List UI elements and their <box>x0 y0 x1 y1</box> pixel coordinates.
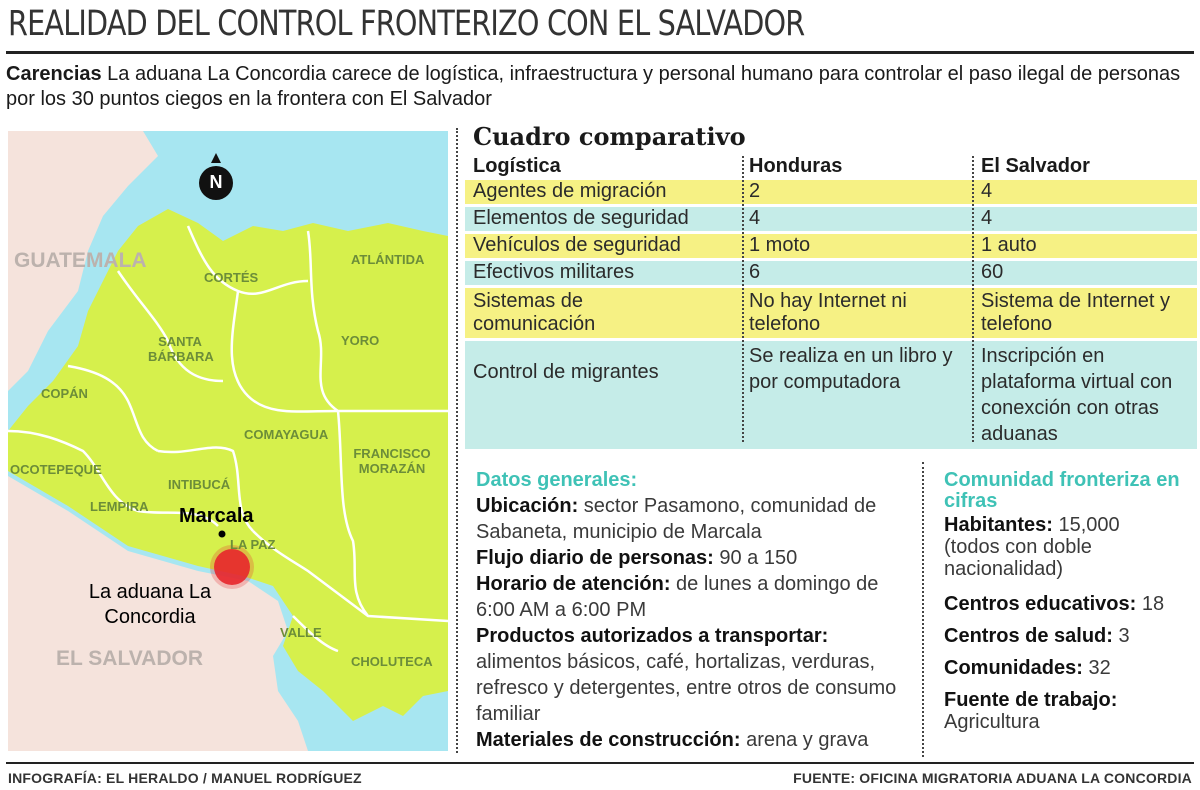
datos-title: Datos generales: <box>476 469 638 491</box>
footer-credit: INFOGRAFÍA: EL HERALDO / MANUEL RODRÍGUEZ <box>8 770 362 786</box>
materiales-label: Materiales de construcción: <box>476 729 741 751</box>
ubicacion-value: sector Pasamono, comunidad de Sabaneta, municipio de Marcala <box>476 495 877 543</box>
row-el-salvador: 1 auto <box>981 234 1037 256</box>
productos-label: Productos autorizados a transportar: <box>476 625 829 647</box>
datos-ubicacion <box>476 493 916 545</box>
aduana-label: La aduana La Concordia <box>88 581 212 628</box>
table-heading: Cuadro comparativo <box>473 122 746 151</box>
horario-value: de lunes a domingo de 6:00 AM a 6:00 PM <box>476 573 879 621</box>
educativos-value: 18 <box>1136 593 1165 615</box>
table-row <box>465 180 1197 204</box>
comunidad-comunidades <box>944 657 1194 679</box>
intro-text: La aduana La Concordia carece de logística, infraestructura y personal humano para controlar el paso ilegal de personas por los 30 puntos ciegos en la frontera con El Salvador <box>6 63 1181 110</box>
salud-value: 3 <box>1112 625 1130 647</box>
country-label-el-salvador: EL SALVADOR <box>56 647 204 670</box>
footer-source: FUENTE: OFICINA MIGRATORIA ADUANA LA CONCORDIA <box>793 770 1192 786</box>
row-item: Sistemas de comunicación <box>473 290 596 335</box>
row-honduras: 6 <box>749 261 761 283</box>
materiales-value: arena y grava <box>740 729 869 751</box>
north-compass <box>196 153 236 201</box>
row-el-salvador: Inscripción en plataforma virtual con conexción con otras aduanas <box>981 345 1173 445</box>
table-column-divider-2 <box>972 156 974 442</box>
column-header-el-salvador: El Salvador <box>981 155 1090 177</box>
row-honduras: No hay Internet ni telefono <box>749 290 907 335</box>
row-honduras: Se realiza en un libro y por computadora <box>749 345 953 393</box>
datos-horario <box>476 571 916 623</box>
city-label-marcala: Marcala <box>179 505 254 527</box>
row-honduras: 4 <box>749 207 761 229</box>
row-honduras: 1 moto <box>749 234 811 256</box>
footer-divider <box>6 762 1194 764</box>
table-row <box>465 234 1197 258</box>
dept-label-lempira: LEMPIRA <box>90 499 149 514</box>
dept-label-comayagua: COMAYAGUA <box>244 427 329 442</box>
table-column-divider-1 <box>742 156 744 442</box>
datos-generales <box>476 493 916 753</box>
intro-paragraph <box>6 62 1186 112</box>
dept-label-ocotepeque: OCOTEPEQUE <box>10 462 102 477</box>
row-el-salvador: Sistema de Internet y telefono <box>981 290 1170 335</box>
column-header-logistica: Logística <box>473 155 561 177</box>
row-item: Control de migrantes <box>473 361 659 383</box>
dept-label-valle: VALLE <box>280 625 322 640</box>
row-item: Efectivos militares <box>473 261 635 283</box>
comunidad-title: Comunidad fronteriza en cifras <box>944 469 1180 512</box>
row-el-salvador: 60 <box>981 261 1004 283</box>
title-divider <box>6 51 1194 54</box>
comunidad-cifras <box>944 514 1194 733</box>
north-label: N <box>209 172 223 192</box>
column-header-honduras: Honduras <box>749 155 843 177</box>
dept-label-la-paz: LA PAZ <box>230 537 276 552</box>
marcala-dot <box>219 531 226 538</box>
comunidad-trabajo <box>944 689 1194 711</box>
intro-lead: Carencias <box>6 63 102 85</box>
table-row <box>465 207 1197 231</box>
country-label-guatemala: GUATEMALA <box>14 249 147 272</box>
salud-label: Centros de salud: <box>944 625 1113 647</box>
honduras-map <box>8 131 448 751</box>
row-el-salvador: 4 <box>981 207 993 229</box>
dept-label-intibuca: INTIBUCÁ <box>168 477 231 492</box>
table-row <box>465 261 1197 285</box>
dept-label-atlantida: ATLÁNTIDA <box>351 252 425 267</box>
trabajo-label: Fuente de trabajo: <box>944 689 1118 711</box>
comunidades-value: 32 <box>1082 657 1111 679</box>
dept-label-santa-barbara: SANTA BÁRBARA <box>148 334 214 364</box>
dept-label-yoro: YORO <box>341 333 380 348</box>
row-honduras: 2 <box>749 180 761 202</box>
habitantes-label: Habitantes: <box>944 514 1053 536</box>
horario-label: Horario de atención: <box>476 573 671 595</box>
table-row <box>465 341 1197 449</box>
row-item: Vehículos de seguridad <box>473 234 681 256</box>
table-row <box>465 288 1197 338</box>
comunidad-educativos <box>944 593 1194 615</box>
dept-label-choluteca: CHOLUTECA <box>351 654 433 669</box>
flujo-label: Flujo diario de personas: <box>476 547 714 569</box>
datos-productos <box>476 623 916 727</box>
comunidad-habitantes <box>944 514 1194 536</box>
datos-materiales <box>476 727 916 753</box>
habitantes-value: 15,000 <box>1052 514 1120 536</box>
row-item: Agentes de migración <box>473 180 667 202</box>
comunidad-salud <box>944 625 1194 647</box>
productos-value: alimentos básicos, café, hortalizas, verduras, refresco y detergentes, entre otros de consumo familiar <box>476 651 897 725</box>
datos-flujo <box>476 545 916 571</box>
row-item: Elementos de seguridad <box>473 207 689 229</box>
dept-label-copan: COPÁN <box>41 386 88 401</box>
flujo-value: 90 a 150 <box>713 547 798 569</box>
dept-label-francisco-morazan: FRANCISCO MORAZÁN <box>353 446 431 476</box>
ubicacion-label: Ubicación: <box>476 495 579 517</box>
comunidades-label: Comunidades: <box>944 657 1083 679</box>
page-title: REALIDAD DEL CONTROL FRONTERIZO CON EL SALVADOR <box>8 4 805 44</box>
educativos-label: Centros educativos: <box>944 593 1137 615</box>
row-el-salvador: 4 <box>981 180 993 202</box>
dept-label-cortes: CORTÉS <box>204 270 259 285</box>
habitantes-note: (todos con doble nacionalidad) <box>944 536 1092 580</box>
map-divider <box>456 128 458 753</box>
trabajo-value: Agricultura <box>944 711 1040 733</box>
info-divider <box>922 462 924 757</box>
